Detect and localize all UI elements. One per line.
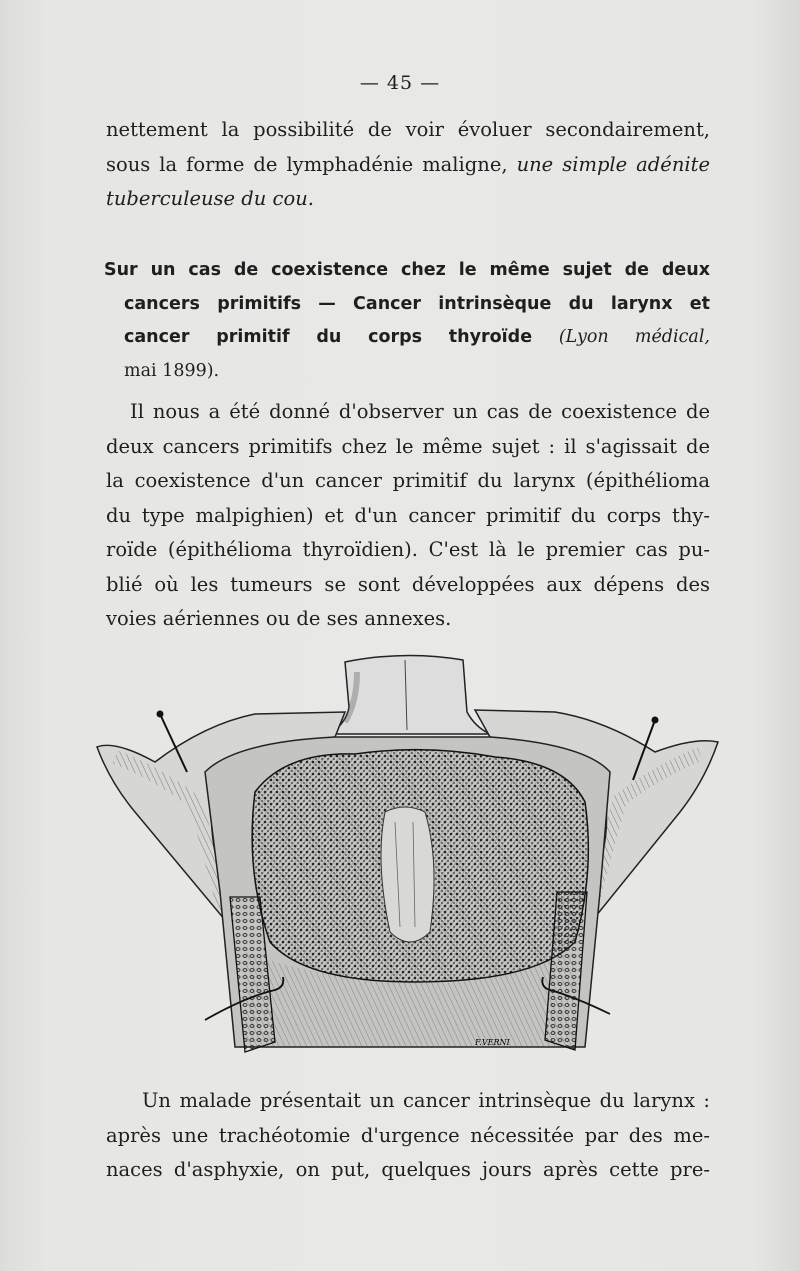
text-line: naces d'asphyxie, on put, quelques jours après cette pre- [106, 1158, 710, 1181]
text-line: Un malade présentait un cancer intrinsèque du larynx : [142, 1089, 710, 1112]
citation-text: (Lyon médical, [558, 327, 710, 347]
text-line: après une trachéotomie d'urgence nécessitée par des me- [106, 1123, 710, 1147]
page-number: — 45 — [359, 72, 441, 94]
paragraph-patient [106, 1084, 710, 1188]
text-line: du type malpighien) et d'un cancer primitif du corps thy- [106, 503, 710, 527]
italic-text: tuberculeuse du cou. [106, 187, 314, 210]
larynx-engraving [95, 652, 720, 1062]
paragraph-intro [106, 113, 710, 217]
text-line: voies aériennes ou de ses annexes. [106, 607, 452, 630]
engraver-signature: F.VERNI [475, 1038, 510, 1047]
heading-fragment: cancer primitif du corps thyroïde [124, 327, 533, 347]
text-line [106, 182, 710, 217]
italic-text: une simple adénite [516, 152, 711, 176]
heading-line: mai 1899). [124, 360, 220, 381]
text-line: nettement la possibilité de voir évoluer secondairement, [106, 118, 710, 141]
text-fragment: sous la forme de lymphadénie maligne, [106, 152, 508, 176]
heading-line [104, 321, 710, 355]
heading-line: Sur un cas de coexistence chez le même sujet de deux [104, 260, 710, 280]
text-line [106, 148, 710, 183]
text-line: blié où les tumeurs se sont développées aux dépens des [106, 572, 710, 596]
section-heading [104, 254, 710, 388]
text-line: Il nous a été donné d'observer un cas de coexistence de [130, 400, 710, 423]
text-line: deux cancers primitifs chez le même sujet : il s'agissait de [106, 434, 710, 458]
text-line: roïde (épithélioma thyroïdien). C'est là le premier cas pu- [106, 538, 710, 561]
text-line: la coexistence d'un cancer primitif du larynx (épithélioma [106, 469, 710, 492]
paragraph-case [106, 395, 710, 637]
heading-line: cancers primitifs — Cancer intrinsèque du larynx et [124, 293, 710, 314]
